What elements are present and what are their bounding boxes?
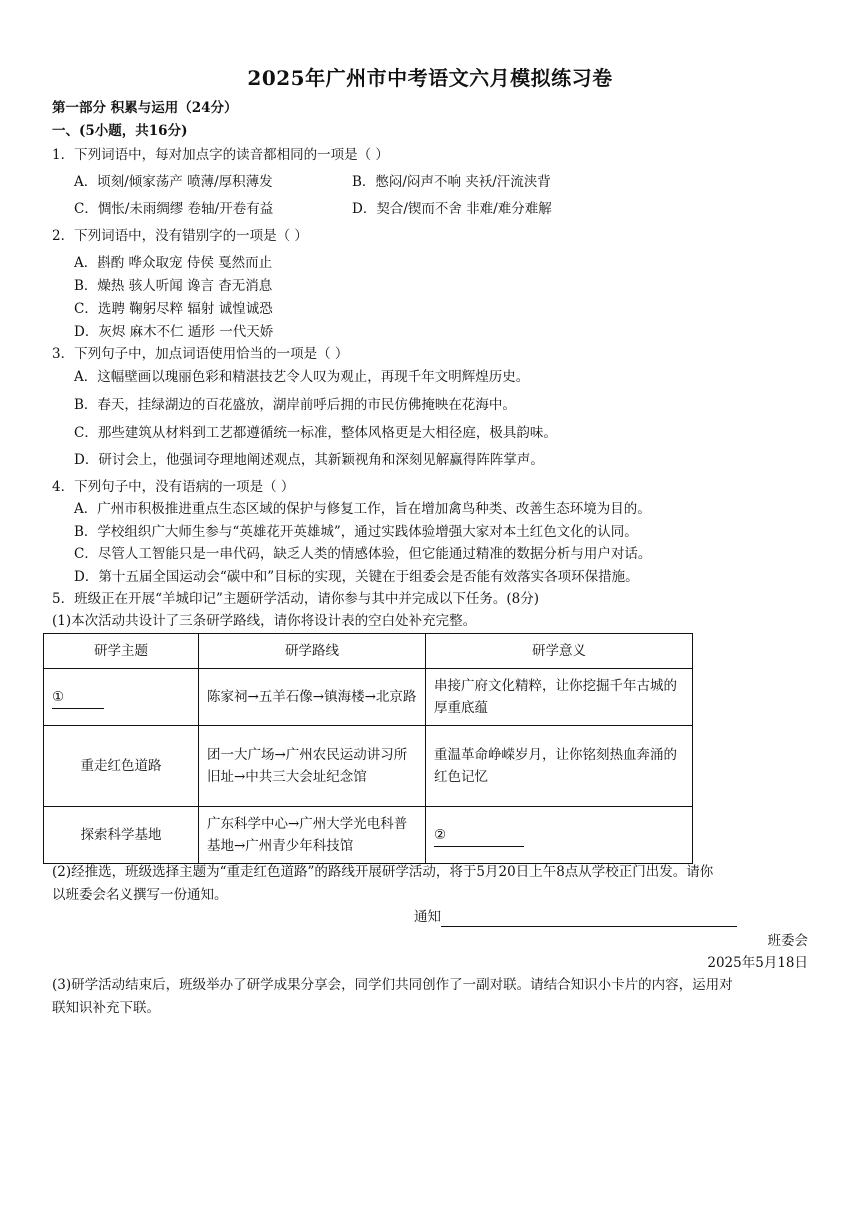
- table-cell: 串接广府文化精粹，让你挖掘千年古城的厚重底蕴: [426, 669, 693, 726]
- q3-stem: 3．下列句子中，加点词语使用恰当的一项是（ ）: [52, 346, 349, 362]
- q1-option-c: C．惆怅/未雨绸缪 卷轴/开卷有益: [74, 201, 274, 217]
- q1-option-d: D．契合/锲而不舍 非难/难分难解: [352, 201, 552, 217]
- table-cell: 陈家祠→五羊石像→镇海楼→北京路: [199, 669, 426, 726]
- part1-heading: 第一部分 积累与运用（24分）: [52, 100, 238, 116]
- table-header: 研学路线: [199, 634, 426, 669]
- q5-task1: (1)本次活动共设计了三条研学路线，请你将设计表的空白处补充完整。: [52, 613, 477, 629]
- q5-stem: 5．班级正在开展“羊城印记”主题研学活动，请你参与其中并完成以下任务。(8分): [52, 591, 540, 607]
- table-cell: 重温革命峥嵘岁月，让你铭刻热血奔涌的红色记忆: [426, 726, 693, 807]
- q3-option-a: A．这幅壁画以瑰丽色彩和精湛技艺令人叹为观止，再现千年文明辉煌历史。: [74, 369, 530, 385]
- table-header: 研学意义: [426, 634, 693, 669]
- q2-option-d: D．灰烬 麻木不仁 遁形 一代天娇: [74, 324, 274, 340]
- table-cell: 广东科学中心→广州大学光电科普基地→广州青少年科技馆: [199, 807, 426, 864]
- table-cell: 探索科学基地: [44, 807, 199, 864]
- q2-option-b: B．燥热 骇人听闻 谗言 杳无消息: [74, 278, 273, 294]
- q3-option-b: B．春天，挂绿湖边的百花盛放，湖岸前呼后拥的市民仿佛掩映在花海中。: [74, 397, 516, 413]
- blank-marker-2: ②: [434, 824, 524, 847]
- notice-row: [414, 907, 737, 927]
- q4-option-b: B．学校组织广大师生参与“英雄花开英雄城”，通过实践体验增强大家对本土红色文化的认同。: [74, 524, 638, 540]
- q2-option-a: A．斟酌 哗众取宠 侍侯 戛然而止: [74, 255, 273, 271]
- q1-option-a: A．顷刻/倾家荡产 喷薄/厚积薄发: [74, 174, 273, 190]
- table-row: [44, 726, 693, 807]
- q4-stem: 4．下列句子中，没有语病的一项是（ ）: [52, 479, 295, 495]
- notice-date: 2025年5月18日: [707, 955, 808, 971]
- q5-task2-line1: (2)经推选，班级选择主题为“重走红色道路”的路线开展研学活动，将于5月20日上午8点从学校正门出发。请你: [52, 864, 714, 880]
- page-title: 2025年广州市中考语文六月模拟练习卷: [247, 66, 613, 90]
- q5-task3-line2: 联知识补充下联。: [52, 1000, 160, 1016]
- q2-stem: 2．下列词语中，没有错别字的一项是（ ）: [52, 228, 308, 244]
- q2-option-c: C．选聘 鞠躬尽粹 辐射 诚惶诚恐: [74, 301, 273, 317]
- table-row: [44, 807, 693, 864]
- q3-option-c: C．那些建筑从材料到工艺都遵循统一标准，整体风格更是大相径庭，极具韵味。: [74, 425, 557, 441]
- q1-stem: 1．下列词语中，每对加点字的读音都相同的一项是（ ）: [52, 147, 389, 163]
- notice-label: 通知: [414, 909, 441, 925]
- q5-task2-line2: 以班委会名义撰写一份通知。: [52, 887, 228, 903]
- table-header-row: [44, 634, 693, 669]
- section1-heading: 一、(5小题，共16分): [52, 123, 188, 139]
- q3-option-d: D．研讨会上，他强词夺理地阐述观点，其新颖视角和深刻见解赢得阵阵掌声。: [74, 452, 544, 468]
- q4-option-d: D．第十五届全国运动会“碳中和”目标的实现，关键在于组委会是否能有效落实各项环保措施。: [74, 569, 639, 585]
- blank-cell-2[interactable]: [426, 807, 693, 864]
- q4-option-c: C．尽管人工智能只是一串代码，缺乏人类的情感体验，但它能通过精准的数据分析与用户对话。: [74, 546, 652, 562]
- q5-task3-line1: (3)研学活动结束后，班级举办了研学成果分享会，同学们共同创作了一副对联。请结合知识小卡片的内容，运用对: [52, 977, 733, 993]
- blank-marker-1: ①: [52, 686, 104, 709]
- study-route-table: [43, 633, 693, 864]
- blank-cell-1[interactable]: [44, 669, 199, 726]
- notice-answer-line[interactable]: [441, 912, 737, 927]
- q1-option-b: B．憋闷/闷声不响 夹袄/汗流浃背: [352, 174, 551, 190]
- table-cell: 重走红色道路: [44, 726, 199, 807]
- signature: 班委会: [767, 933, 808, 949]
- table-row: [44, 669, 693, 726]
- table-cell: 团一大广场→广州农民运动讲习所旧址→中共三大会址纪念馆: [199, 726, 426, 807]
- q4-option-a: A．广州市积极推进重点生态区域的保护与修复工作，旨在增加禽鸟种类、改善生态环境为目的。: [74, 501, 651, 517]
- table-header: 研学主题: [44, 634, 199, 669]
